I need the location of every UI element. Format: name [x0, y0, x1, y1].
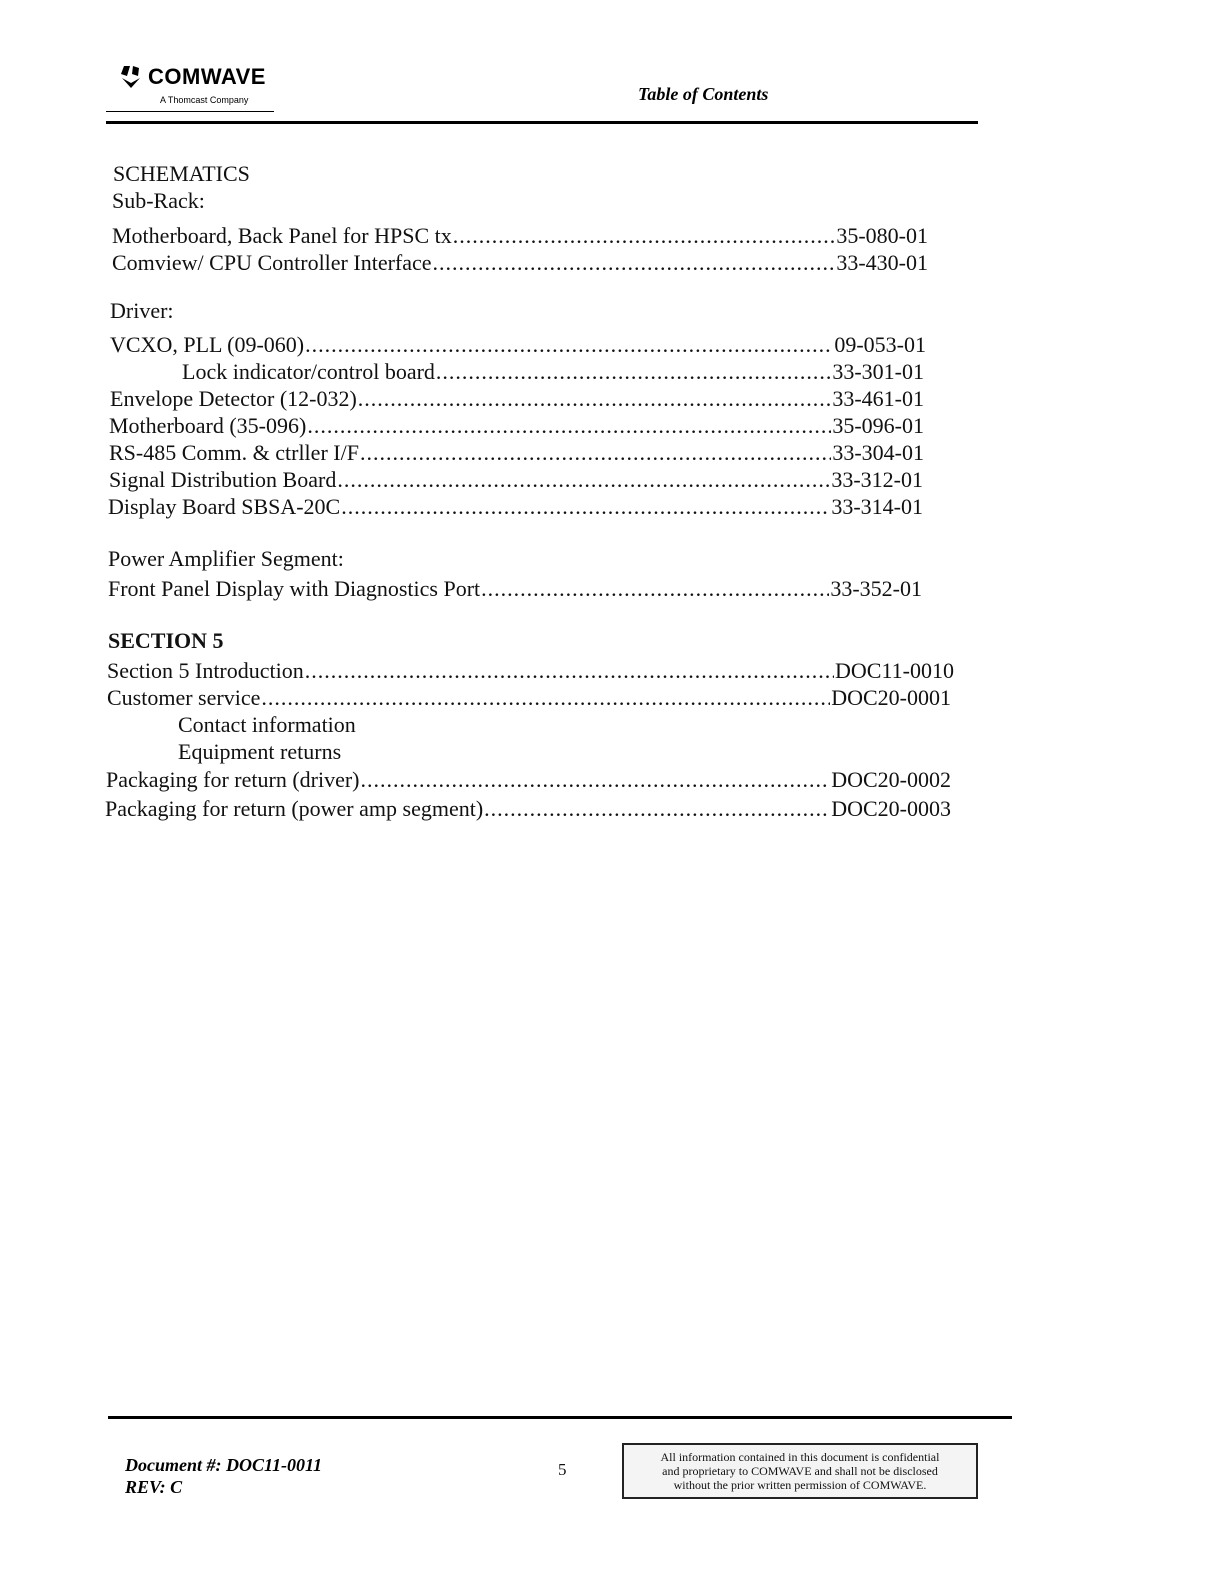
toc-entry-label: Display Board SBSA-20C [108, 494, 341, 519]
footer-divider [108, 1416, 1012, 1419]
toc-entry-number: 33-312-01 [831, 467, 923, 492]
dot-leader [361, 766, 831, 794]
dot-leader [261, 684, 830, 712]
toc-entry-label: Signal Distribution Board [109, 467, 337, 492]
toc-entry-number: DOC20-0003 [831, 796, 951, 821]
power-amplifier-heading: Power Amplifier Segment: [108, 546, 344, 571]
toc-entry[interactable] [105, 795, 951, 823]
toc-entry-number: DOC20-0002 [831, 767, 951, 792]
toc-entry-label: Front Panel Display with Diagnostics Port [108, 576, 481, 601]
toc-entry-number: 09-053-01 [834, 332, 926, 357]
toc-entry[interactable] [109, 466, 923, 494]
toc-entry-label: RS-485 Comm. & ctrller I/F [109, 440, 359, 465]
dot-leader [305, 331, 833, 359]
dot-leader [481, 575, 829, 603]
confidentiality-notice [622, 1443, 978, 1499]
notice-line: All information contained in this document is confidential [660, 1450, 940, 1464]
company-name: COMWAVE [148, 64, 266, 89]
toc-entry[interactable] [182, 358, 924, 386]
toc-entry-number: 33-304-01 [832, 440, 924, 465]
toc-entry[interactable] [106, 766, 951, 794]
dot-leader [305, 657, 834, 685]
document-number: Document #: DOC11-0011 [125, 1455, 323, 1475]
toc-entry-label: Section 5 Introduction [107, 658, 304, 683]
toc-entry[interactable] [108, 575, 922, 603]
toc-entry-label: VCXO, PLL (09-060) [110, 332, 305, 357]
dot-leader [307, 412, 831, 440]
dot-leader [360, 439, 831, 467]
schematics-heading: SCHEMATICS [113, 161, 250, 186]
toc-entry-label: Packaging for return (power amp segment) [105, 796, 484, 821]
toc-entry-label: Motherboard, Back Panel for HPSC tx [112, 223, 452, 248]
driver-heading: Driver: [110, 298, 174, 323]
dot-leader [484, 795, 830, 823]
notice-line: without the prior written permission of COMWAVE. [673, 1478, 927, 1492]
dot-leader [337, 466, 830, 494]
toc-entry-label: Packaging for return (driver) [106, 767, 360, 792]
toc-entry[interactable] [107, 684, 951, 712]
toc-entry[interactable] [110, 331, 926, 359]
toc-subitem[interactable]: Equipment returns [178, 739, 342, 764]
comwave-logo-icon [118, 64, 144, 90]
toc-entry[interactable] [108, 493, 923, 521]
toc-entry[interactable] [109, 439, 924, 467]
dot-leader [436, 358, 831, 386]
toc-entry-number: 33-301-01 [832, 359, 924, 384]
header-divider [106, 121, 978, 124]
toc-subitem[interactable]: Contact information [178, 712, 356, 737]
toc-entry-number: 33-352-01 [830, 576, 922, 601]
toc-entry-number: 35-080-01 [836, 223, 928, 248]
toc-entry[interactable] [107, 657, 954, 685]
company-tagline: A Thomcast Company [160, 95, 249, 105]
subrack-heading: Sub-Rack: [112, 188, 205, 213]
notice-line: and proprietary to COMWAVE and shall not be disclosed [662, 1464, 938, 1478]
toc-entry-number: 33-314-01 [831, 494, 923, 519]
toc-entry-number: DOC11-0010 [835, 658, 954, 683]
toc-entry-label: Comview/ CPU Controller Interface [112, 250, 432, 275]
document-info [125, 1454, 322, 1498]
toc-entry-label: Customer service [107, 685, 261, 710]
dot-leader [358, 385, 832, 413]
section5-heading: SECTION 5 [108, 628, 224, 653]
toc-entry-number: 33-461-01 [832, 386, 924, 411]
toc-entry[interactable] [109, 412, 924, 440]
dot-leader [453, 222, 836, 250]
toc-entry[interactable] [112, 249, 928, 277]
toc-entry-number: 33-430-01 [836, 250, 928, 275]
dot-leader [433, 249, 836, 277]
page-title: Table of Contents [638, 84, 769, 104]
revision: REV: C [125, 1477, 183, 1497]
toc-entry-label: Envelope Detector (12-032) [110, 386, 357, 411]
page-number: 5 [558, 1460, 567, 1479]
toc-entry-label: Motherboard (35-096) [109, 413, 307, 438]
toc-entry-label: Lock indicator/control board [182, 359, 435, 384]
dot-leader [341, 493, 830, 521]
header-tagline-underline [106, 111, 274, 112]
toc-entry[interactable] [112, 222, 928, 250]
toc-entry[interactable] [110, 385, 924, 413]
toc-entry-number: 35-096-01 [832, 413, 924, 438]
toc-entry-number: DOC20-0001 [831, 685, 951, 710]
